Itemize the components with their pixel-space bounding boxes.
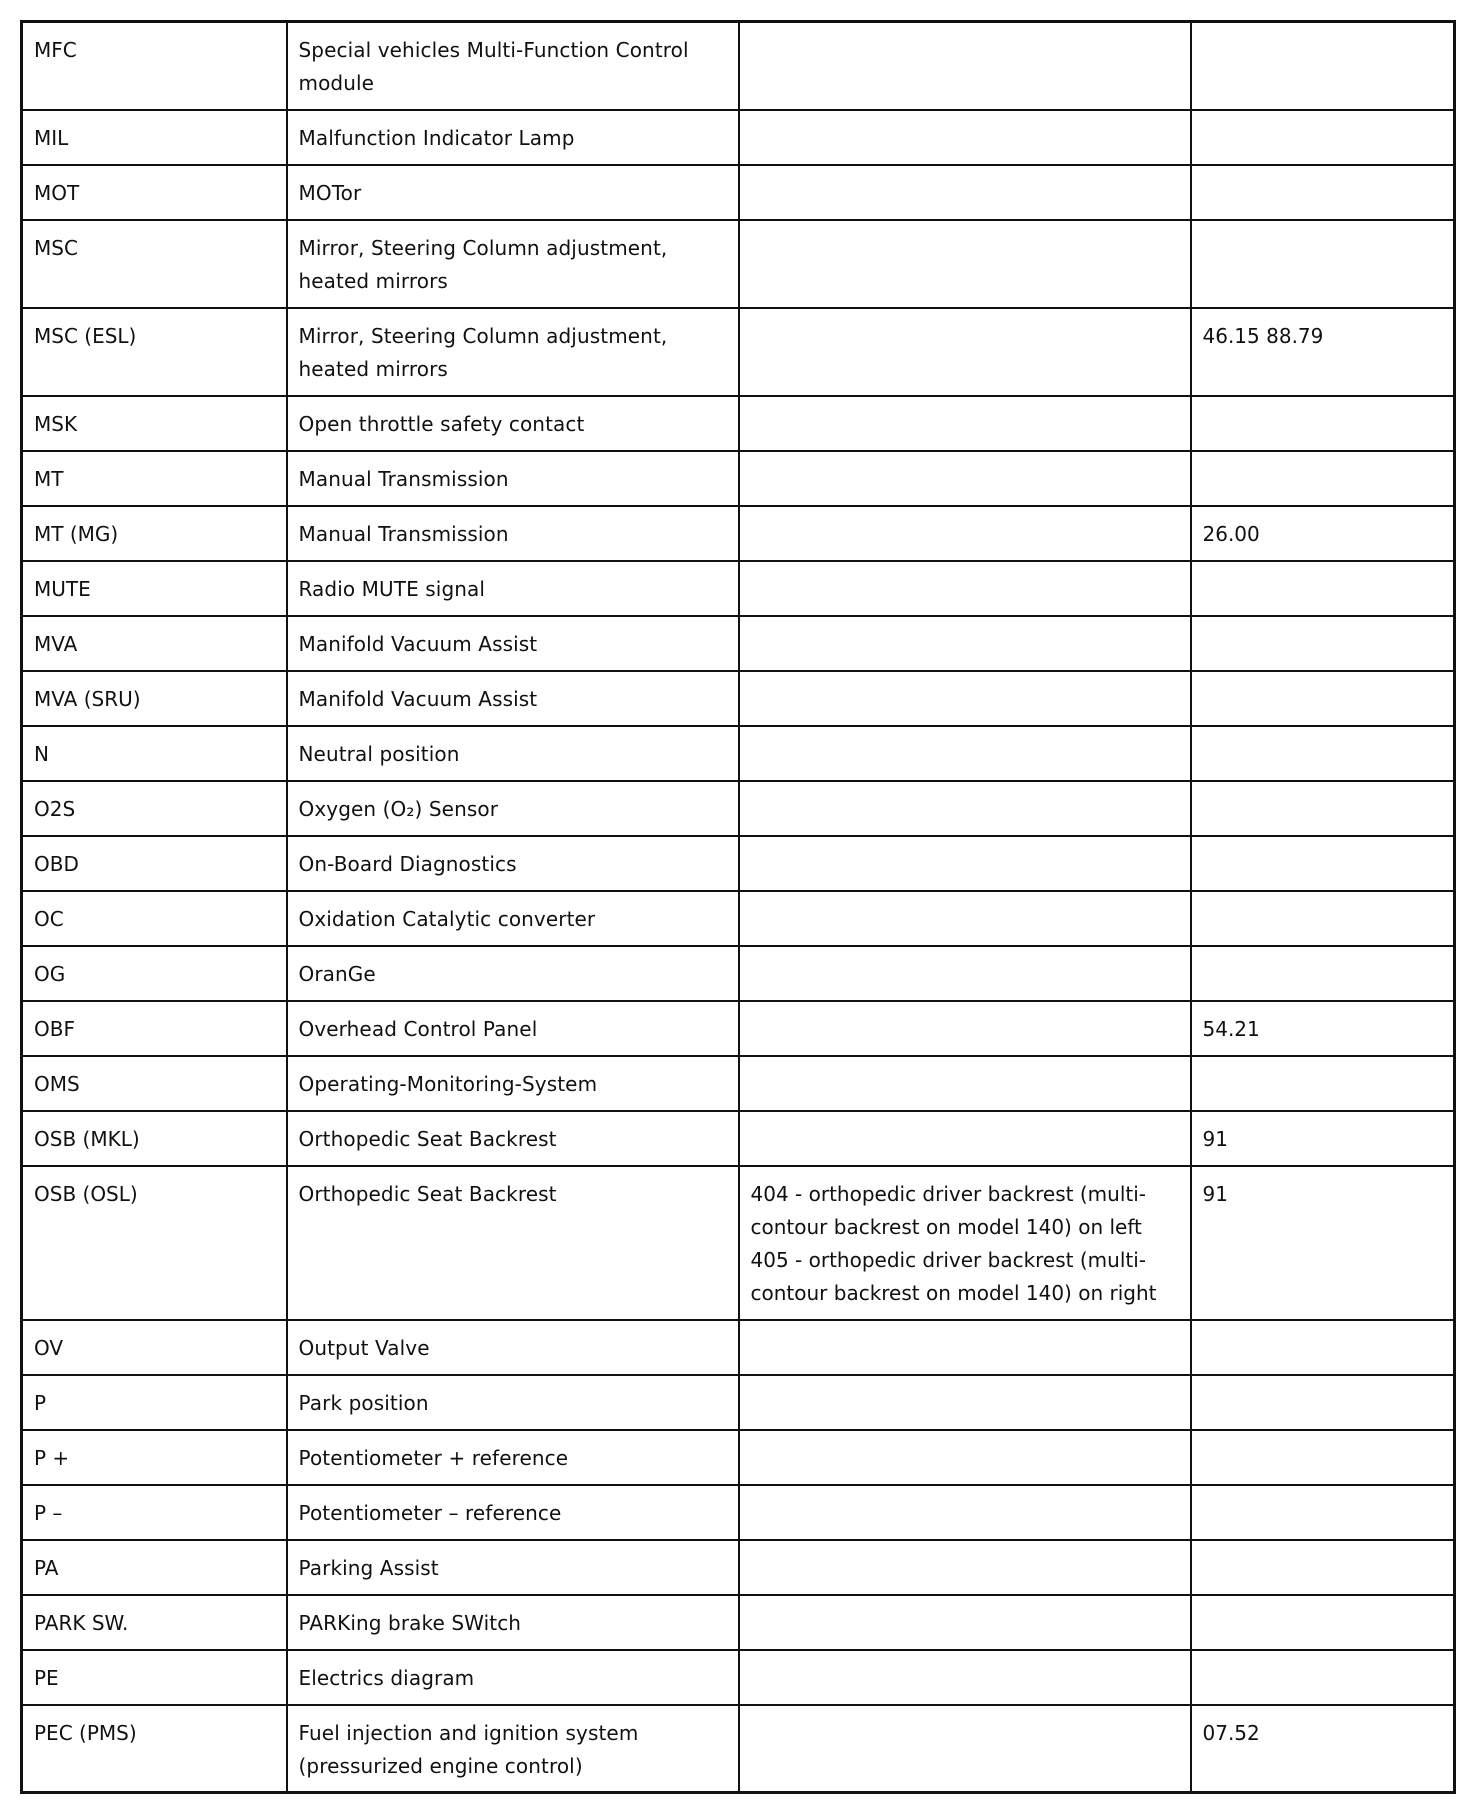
- abbreviation-cell: OV: [22, 1320, 287, 1375]
- description-cell: Open throttle safety contact: [287, 396, 739, 451]
- table-row: [22, 165, 1455, 220]
- abbreviation-cell: N: [22, 726, 287, 781]
- abbreviation-cell: MVA (SRU): [22, 671, 287, 726]
- options-cell: [739, 220, 1191, 308]
- abbreviation-cell: MFC: [22, 22, 287, 110]
- description-cell: Fuel injection and ignition system (pressurized engine control): [287, 1705, 739, 1793]
- description-cell: Mirror, Steering Column adjustment, heated mirrors: [287, 308, 739, 396]
- table-row: [22, 1056, 1455, 1111]
- abbreviation-cell: PE: [22, 1650, 287, 1705]
- table-row: [22, 561, 1455, 616]
- options-cell: [739, 506, 1191, 561]
- options-cell: [739, 1111, 1191, 1166]
- abbreviation-cell: P: [22, 1375, 287, 1430]
- options-cell: [739, 308, 1191, 396]
- reference-cell: 54.21: [1191, 1001, 1455, 1056]
- abbreviation-cell: MT (MG): [22, 506, 287, 561]
- table-row: [22, 1001, 1455, 1056]
- description-cell: Potentiometer + reference: [287, 1430, 739, 1485]
- reference-cell: [1191, 22, 1455, 110]
- table-row: [22, 1650, 1455, 1705]
- reference-cell: [1191, 561, 1455, 616]
- description-cell: Manual Transmission: [287, 451, 739, 506]
- reference-cell: 46.15 88.79: [1191, 308, 1455, 396]
- description-cell: Output Valve: [287, 1320, 739, 1375]
- table-body: [22, 22, 1455, 1793]
- abbreviation-cell: MIL: [22, 110, 287, 165]
- table-row: [22, 110, 1455, 165]
- options-cell: [739, 165, 1191, 220]
- options-cell: [739, 396, 1191, 451]
- reference-cell: [1191, 726, 1455, 781]
- table-row: [22, 946, 1455, 1001]
- description-cell: Electrics diagram: [287, 1650, 739, 1705]
- reference-cell: [1191, 1650, 1455, 1705]
- description-cell: On-Board Diagnostics: [287, 836, 739, 891]
- options-cell: [739, 1705, 1191, 1793]
- abbreviations-table: [20, 20, 1456, 1794]
- options-cell: [739, 1430, 1191, 1485]
- abbreviation-cell: OMS: [22, 1056, 287, 1111]
- reference-cell: [1191, 836, 1455, 891]
- abbreviation-cell: MUTE: [22, 561, 287, 616]
- reference-cell: [1191, 946, 1455, 1001]
- description-cell: Oxidation Catalytic converter: [287, 891, 739, 946]
- options-cell: [739, 616, 1191, 671]
- options-cell: [739, 110, 1191, 165]
- reference-cell: [1191, 891, 1455, 946]
- table-row: [22, 396, 1455, 451]
- description-cell: Overhead Control Panel: [287, 1001, 739, 1056]
- abbreviation-cell: OBF: [22, 1001, 287, 1056]
- table-row: [22, 616, 1455, 671]
- table-row: [22, 836, 1455, 891]
- abbreviation-cell: OSB (MKL): [22, 1111, 287, 1166]
- options-cell: [739, 1320, 1191, 1375]
- table-row: [22, 308, 1455, 396]
- reference-cell: [1191, 396, 1455, 451]
- abbreviation-cell: PA: [22, 1540, 287, 1595]
- reference-cell: [1191, 616, 1455, 671]
- description-cell: OranGe: [287, 946, 739, 1001]
- abbreviation-cell: MSC: [22, 220, 287, 308]
- reference-cell: [1191, 1320, 1455, 1375]
- abbreviation-cell: PARK SW.: [22, 1595, 287, 1650]
- description-cell: Park position: [287, 1375, 739, 1430]
- options-cell: [739, 1595, 1191, 1650]
- abbreviation-cell: MT: [22, 451, 287, 506]
- options-cell: [739, 946, 1191, 1001]
- options-cell: [739, 1375, 1191, 1430]
- description-cell: Special vehicles Multi-Function Control module: [287, 22, 739, 110]
- options-cell: [739, 1650, 1191, 1705]
- options-cell: [739, 561, 1191, 616]
- description-cell: Orthopedic Seat Backrest: [287, 1166, 739, 1320]
- description-cell: PARKing brake SWitch: [287, 1595, 739, 1650]
- options-cell: [739, 1485, 1191, 1540]
- options-cell: 404 - orthopedic driver backrest (multi- contour backrest on model 140) on left 405 - orthopedic driver backrest (multi- contour backrest on model 140) on right: [739, 1166, 1191, 1320]
- options-cell: [739, 781, 1191, 836]
- reference-cell: 91: [1191, 1111, 1455, 1166]
- table-row: [22, 220, 1455, 308]
- reference-cell: [1191, 671, 1455, 726]
- abbreviation-cell: P –: [22, 1485, 287, 1540]
- description-cell: Neutral position: [287, 726, 739, 781]
- options-cell: [739, 1056, 1191, 1111]
- description-cell: MOTor: [287, 165, 739, 220]
- table-row: [22, 1595, 1455, 1650]
- options-cell: [739, 836, 1191, 891]
- reference-cell: [1191, 1540, 1455, 1595]
- reference-cell: [1191, 781, 1455, 836]
- reference-cell: [1191, 1375, 1455, 1430]
- options-cell: [739, 671, 1191, 726]
- description-cell: Manual Transmission: [287, 506, 739, 561]
- reference-cell: [1191, 1056, 1455, 1111]
- abbreviation-cell: MSK: [22, 396, 287, 451]
- table-row: [22, 726, 1455, 781]
- abbreviation-cell: PEC (PMS): [22, 1705, 287, 1793]
- abbreviation-cell: OC: [22, 891, 287, 946]
- reference-cell: 91: [1191, 1166, 1455, 1320]
- table-row: [22, 1320, 1455, 1375]
- abbreviation-cell: O2S: [22, 781, 287, 836]
- abbreviation-cell: OBD: [22, 836, 287, 891]
- description-cell: Orthopedic Seat Backrest: [287, 1111, 739, 1166]
- options-cell: [739, 1540, 1191, 1595]
- table-row: [22, 891, 1455, 946]
- reference-cell: [1191, 1485, 1455, 1540]
- table-row: [22, 506, 1455, 561]
- options-cell: [739, 891, 1191, 946]
- abbreviation-cell: MOT: [22, 165, 287, 220]
- table-row: [22, 451, 1455, 506]
- abbreviation-cell: OG: [22, 946, 287, 1001]
- description-cell: Parking Assist: [287, 1540, 739, 1595]
- table-row: [22, 1705, 1455, 1793]
- options-cell: [739, 726, 1191, 781]
- reference-cell: 26.00: [1191, 506, 1455, 561]
- description-cell: Potentiometer – reference: [287, 1485, 739, 1540]
- description-cell: Operating-Monitoring-System: [287, 1056, 739, 1111]
- table-row: [22, 1540, 1455, 1595]
- table-row: [22, 781, 1455, 836]
- reference-cell: [1191, 220, 1455, 308]
- options-cell: [739, 451, 1191, 506]
- table-row: [22, 1166, 1455, 1320]
- abbreviation-cell: P +: [22, 1430, 287, 1485]
- reference-cell: [1191, 451, 1455, 506]
- description-cell: Mirror, Steering Column adjustment, heated mirrors: [287, 220, 739, 308]
- table-row: [22, 1430, 1455, 1485]
- table-row: [22, 1485, 1455, 1540]
- description-cell: Oxygen (O₂) Sensor: [287, 781, 739, 836]
- description-cell: Manifold Vacuum Assist: [287, 671, 739, 726]
- table-row: [22, 671, 1455, 726]
- table-row: [22, 1111, 1455, 1166]
- description-cell: Malfunction Indicator Lamp: [287, 110, 739, 165]
- reference-cell: [1191, 165, 1455, 220]
- reference-cell: 07.52: [1191, 1705, 1455, 1793]
- reference-cell: [1191, 110, 1455, 165]
- table-row: [22, 22, 1455, 110]
- description-cell: Radio MUTE signal: [287, 561, 739, 616]
- description-cell: Manifold Vacuum Assist: [287, 616, 739, 671]
- abbreviation-cell: OSB (OSL): [22, 1166, 287, 1320]
- abbreviation-cell: MSC (ESL): [22, 308, 287, 396]
- table-row: [22, 1375, 1455, 1430]
- abbreviation-cell: MVA: [22, 616, 287, 671]
- options-cell: [739, 22, 1191, 110]
- reference-cell: [1191, 1430, 1455, 1485]
- options-cell: [739, 1001, 1191, 1056]
- reference-cell: [1191, 1595, 1455, 1650]
